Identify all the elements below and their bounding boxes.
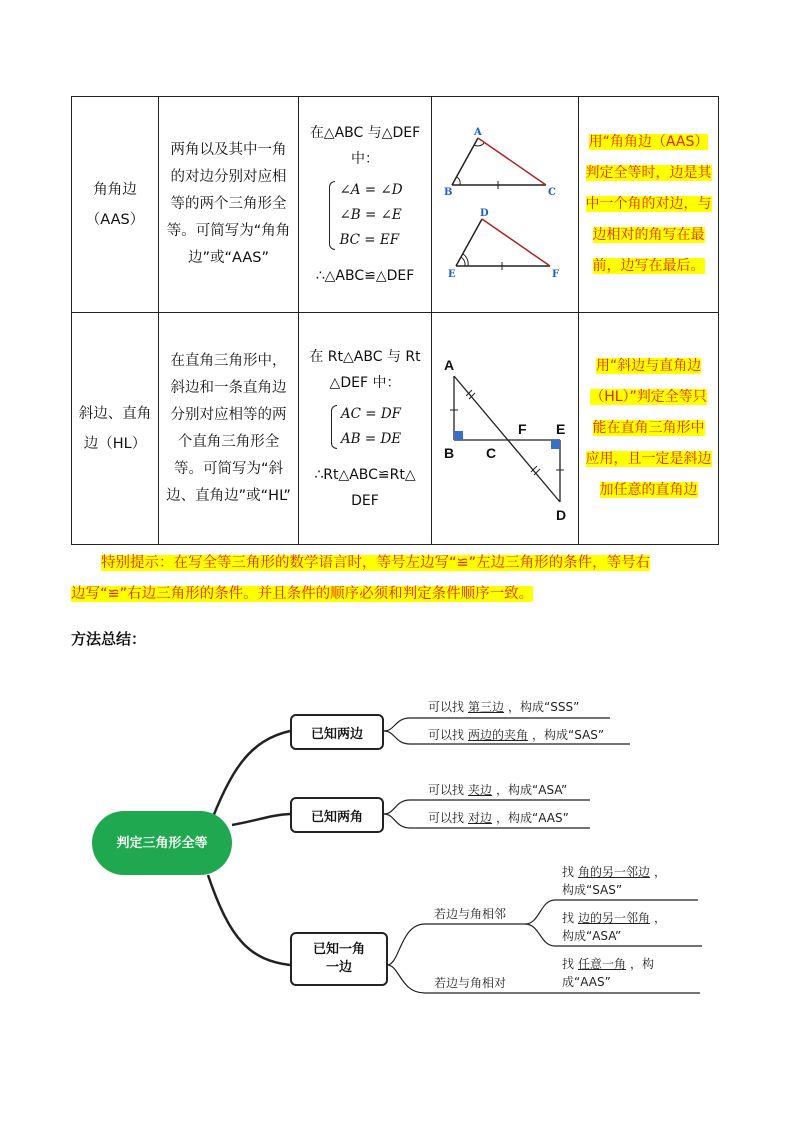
branch-post: ， [654,911,667,925]
special-note [71,548,721,610]
branch-post: ，构成“SAS” [532,728,605,742]
branch-fill: 任意一角 [578,957,627,971]
mindmap-root [92,811,232,875]
branch-post: ，构成“ASA” [496,783,568,797]
label-e: E [448,268,456,280]
node-two-sides: 已知两边 [290,714,384,750]
label-f: F [552,268,560,280]
branch-pre: 找 [562,865,575,879]
tip-line: 用“角角边（AAS） [588,134,709,150]
name-line: 边（HL） [83,435,147,452]
label-b: B [444,186,453,198]
node-one-angle-side [290,932,388,986]
label-adjacent: 若边与角相邻 [434,907,507,921]
label-b: B [444,444,455,461]
criterion-condition [299,97,432,313]
label-a: A [444,356,455,373]
tip-line: 用“斜边与直角边 [595,358,702,374]
hl-figure-cell [432,313,579,545]
tip-line: 边相对的角写在最 [592,227,705,243]
aas-figure-cell [432,97,579,313]
tip-line: （HL）”判定全等只 [590,389,707,405]
label-c: C [548,186,556,198]
branch-line2: 成“AAS” [562,975,611,989]
label-d: D [480,207,489,219]
cond-intro: 在△ABC 与△DEF [309,125,421,141]
branch-fill: 夹边 [468,783,493,797]
branch-fill: 第三边 [468,700,505,714]
cond-intro: △DEF 中： [329,374,401,391]
criterion-name [72,313,159,545]
hl-triangles-figure [432,322,578,532]
branch-adjacent-asa [562,909,666,945]
criterion-description: 两角以及其中一角的对边分别对应相等的两个三角形全等。可简写为“角角边”或“AAS” [159,97,299,313]
branch-fill: 角的另一邻边 [578,865,651,879]
criterion-condition [299,313,432,545]
tip-line: 应用，且一定是斜边 [585,451,712,467]
branch-adjacent-sas [562,863,666,899]
cond-line: AB = DE [340,430,402,447]
criteria-table [71,96,719,545]
tip-line: 前，边写在最后。 [592,258,705,274]
cond-line: AC = DF [340,405,402,422]
cond-intro: 中： [351,151,379,167]
branch-aas [428,809,569,826]
branch-sss [428,698,579,715]
aas-tip [579,97,719,313]
label-c: C [486,444,497,461]
branch-pre: 可以找 [428,728,465,742]
hl-tip [579,313,719,545]
node-two-angles: 已知两角 [290,797,384,833]
conclusion: ∴△ABC≌△DEF [315,268,415,284]
cond-line: ∠A = ∠D [339,182,403,198]
note-line: 特别提示：在写全等三角形的数学语言时，等号左边写“≌”左边三角形的条件，等号右 [101,555,651,571]
cond-line: ∠B = ∠E [339,207,402,223]
label-a: A [474,126,482,138]
node-label: 已知一角一边 [312,942,365,975]
branch-post: ，构 [630,957,655,971]
branch-post: ，构成“AAS” [496,811,569,825]
name-line: （AAS） [85,211,145,228]
aas-triangles-figure [432,103,578,303]
branch-line2: 构成“SAS” [562,883,623,897]
branch-fill: 边的另一邻角 [578,911,651,925]
name-line: 斜边、直角 [78,405,152,422]
conclusion: ∴Rt△ABC≌Rt△ [314,466,416,483]
branch-pre: 可以找 [428,811,465,825]
branch-pre: 找 [562,957,575,971]
label-d: D [556,506,567,523]
branch-fill: 两边的夹角 [468,728,529,742]
cond-line: BC = EF [339,232,400,248]
branch-pre: 找 [562,911,575,925]
label-f: F [518,420,527,437]
row-aas [72,97,719,313]
method-summary-title: 方法总结： [71,630,147,648]
condition-brace [329,402,401,452]
branch-post: ， [654,865,667,879]
tip-line: 中一个角的对边，与 [585,196,712,212]
branch-fill: 对边 [468,811,493,825]
row-hl [72,313,719,545]
branch-pre: 可以找 [428,783,465,797]
conclusion: DEF [351,492,379,509]
cond-intro: 在 Rt△ABC 与 Rt [309,348,421,365]
root-label: 判定三角形全等 [116,835,208,851]
label-opposite: 若边与角相对 [434,976,507,990]
criterion-name [72,97,159,313]
branch-asa [428,781,567,798]
branch-line2: 构成“ASA” [562,929,622,943]
label-e: E [556,420,566,437]
criterion-description: 在直角三角形中，斜边和一条直角边分别对应相等的两个直角三角形全等。可简写为“斜边、直角边”或“HL” [159,313,299,545]
branch-opposite-aas [562,955,654,991]
name-line: 角角边 [93,181,137,198]
tip-line: 能在直角三角形中 [592,420,705,436]
branch-pre: 可以找 [428,700,465,714]
branch-sas [428,726,604,743]
tip-line: 判定全等时，边是其 [585,165,712,181]
condition-brace [327,178,402,253]
tip-line: 加任意的直角边 [599,482,698,498]
note-line: 边写“≌”右边三角形的条件。并且条件的顺序必须和判定条件顺序一致。 [71,586,534,602]
branch-post: ，构成“SSS” [508,700,580,714]
